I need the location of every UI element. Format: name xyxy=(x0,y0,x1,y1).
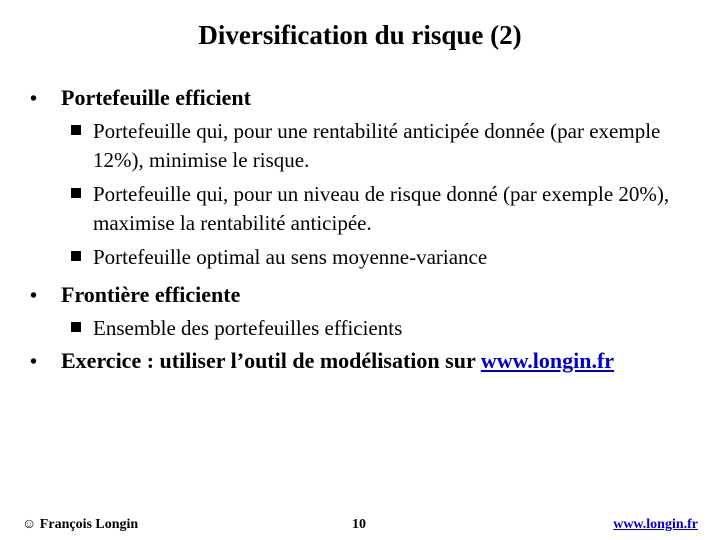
bullet-icon: • xyxy=(30,88,38,110)
bullet-portefeuille-efficient xyxy=(30,84,251,113)
subitem-risque xyxy=(71,180,693,238)
page-number: 10 xyxy=(352,517,366,532)
subitem-ensemble xyxy=(71,314,693,343)
bullet-label: Exercice : utiliser l’outil de modélisation sur xyxy=(61,348,481,373)
bullet-label: Portefeuille efficient xyxy=(61,85,251,110)
bullet-frontiere-efficiente xyxy=(30,281,240,310)
longin-website-link[interactable]: www.longin.fr xyxy=(480,348,615,373)
square-bullet-icon xyxy=(71,251,81,261)
subitem-text: Portefeuille qui, pour un niveau de risque donné (par exemple 20%), maximise la rentabilité anticipée. xyxy=(93,182,670,235)
bullet-icon: • xyxy=(30,285,38,307)
subitem-text: Portefeuille optimal au sens moyenne-variance xyxy=(93,245,488,269)
page-title: Diversification du risque (2) xyxy=(198,20,522,50)
bullet-exercice xyxy=(30,347,614,376)
smiley-icon: ☺ xyxy=(22,517,37,532)
subitem-optimal xyxy=(71,243,693,272)
subitem-rentabilite xyxy=(71,117,693,175)
square-bullet-icon xyxy=(71,125,81,135)
square-bullet-icon xyxy=(71,322,81,332)
square-bullet-icon xyxy=(71,188,81,198)
bullet-label: Frontière efficiente xyxy=(61,282,241,307)
subitem-text: Portefeuille qui, pour une rentabilité anticipée donnée (par exemple 12%), minimise le risque. xyxy=(93,119,661,172)
author-name: François Longin xyxy=(39,517,139,532)
footer-author xyxy=(22,516,138,534)
bullet-icon: • xyxy=(30,351,38,373)
subitem-text: Ensemble des portefeuilles efficients xyxy=(93,316,403,340)
footer-website-link[interactable]: www.longin.fr xyxy=(613,517,698,532)
